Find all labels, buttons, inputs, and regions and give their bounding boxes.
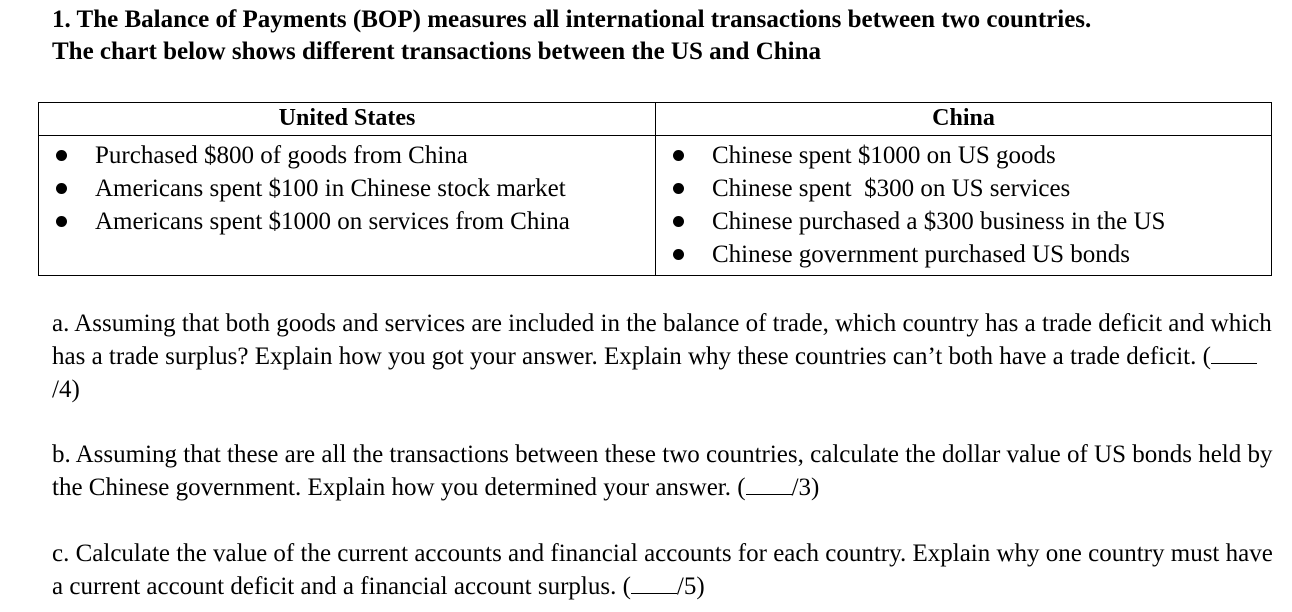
- list-item: [656, 205, 1271, 238]
- list-item: [656, 172, 1271, 205]
- list-item: [39, 205, 655, 238]
- title-line-1: 1. The Balance of Payments (BOP) measures all international transactions between two countries.: [52, 6, 1092, 33]
- us-column-header: United States: [39, 103, 656, 136]
- bullet-icon: [56, 216, 67, 227]
- china-transactions-list: [656, 139, 1271, 271]
- question-c-text: c. Calculate the value of the current accounts and financial accounts for each country. Explain why one country must have a current account deficit and a financial account surplus. (: [52, 540, 1273, 600]
- bullet-icon: [673, 150, 684, 161]
- question-a-points: /4): [52, 376, 80, 403]
- list-item: [39, 139, 655, 172]
- question-title: [52, 4, 1272, 68]
- list-item: [39, 172, 655, 205]
- question-b: [52, 438, 1277, 504]
- question-c: [52, 537, 1277, 603]
- list-item: [656, 139, 1271, 172]
- question-a: [52, 307, 1277, 406]
- us-item-text: Americans spent $100 in Chinese stock market: [95, 175, 566, 202]
- question-b-text: b. Assuming that these are all the transactions between these two countries, calculate the dollar value of US bonds held by the Chinese government. Explain how you determined your answer. (: [52, 441, 1273, 501]
- question-a-text: a. Assuming that both goods and services are included in the balance of trade, which country has a trade deficit and which has a trade surplus? Explain how you got your answer. Explain why these countries can’t both have a trade deficit. (: [52, 310, 1272, 370]
- china-column-header: China: [656, 103, 1272, 136]
- table-header-row: [39, 103, 1272, 136]
- bullet-icon: [673, 183, 684, 194]
- us-transactions-list: [39, 139, 655, 238]
- china-item-text: Chinese purchased a $300 business in the US: [712, 208, 1166, 235]
- china-item-text: Chinese spent $300 on US services: [712, 175, 1071, 202]
- bop-transactions-table: [38, 102, 1272, 276]
- title-line-2: The chart below shows different transactions between the US and China: [52, 38, 822, 65]
- china-item-text: Chinese spent $1000 on US goods: [712, 142, 1056, 169]
- us-transactions-cell: [39, 136, 656, 276]
- question-b-score-blank[interactable]: [746, 472, 792, 495]
- question-c-points: /5): [676, 573, 705, 600]
- china-item-text: Chinese government purchased US bonds: [712, 241, 1130, 268]
- us-item-text: Purchased $800 of goods from China: [95, 142, 468, 169]
- question-a-score-blank[interactable]: [1211, 341, 1257, 364]
- table-row: [39, 136, 1272, 276]
- question-b-points: /3): [791, 474, 820, 501]
- us-item-text: Americans spent $1000 on services from China: [95, 208, 570, 235]
- bullet-icon: [673, 216, 684, 227]
- question-c-score-blank[interactable]: [631, 571, 677, 594]
- bullet-icon: [56, 150, 67, 161]
- china-transactions-cell: [656, 136, 1272, 276]
- list-item: [656, 238, 1271, 271]
- bullet-icon: [56, 183, 67, 194]
- bullet-icon: [673, 249, 684, 260]
